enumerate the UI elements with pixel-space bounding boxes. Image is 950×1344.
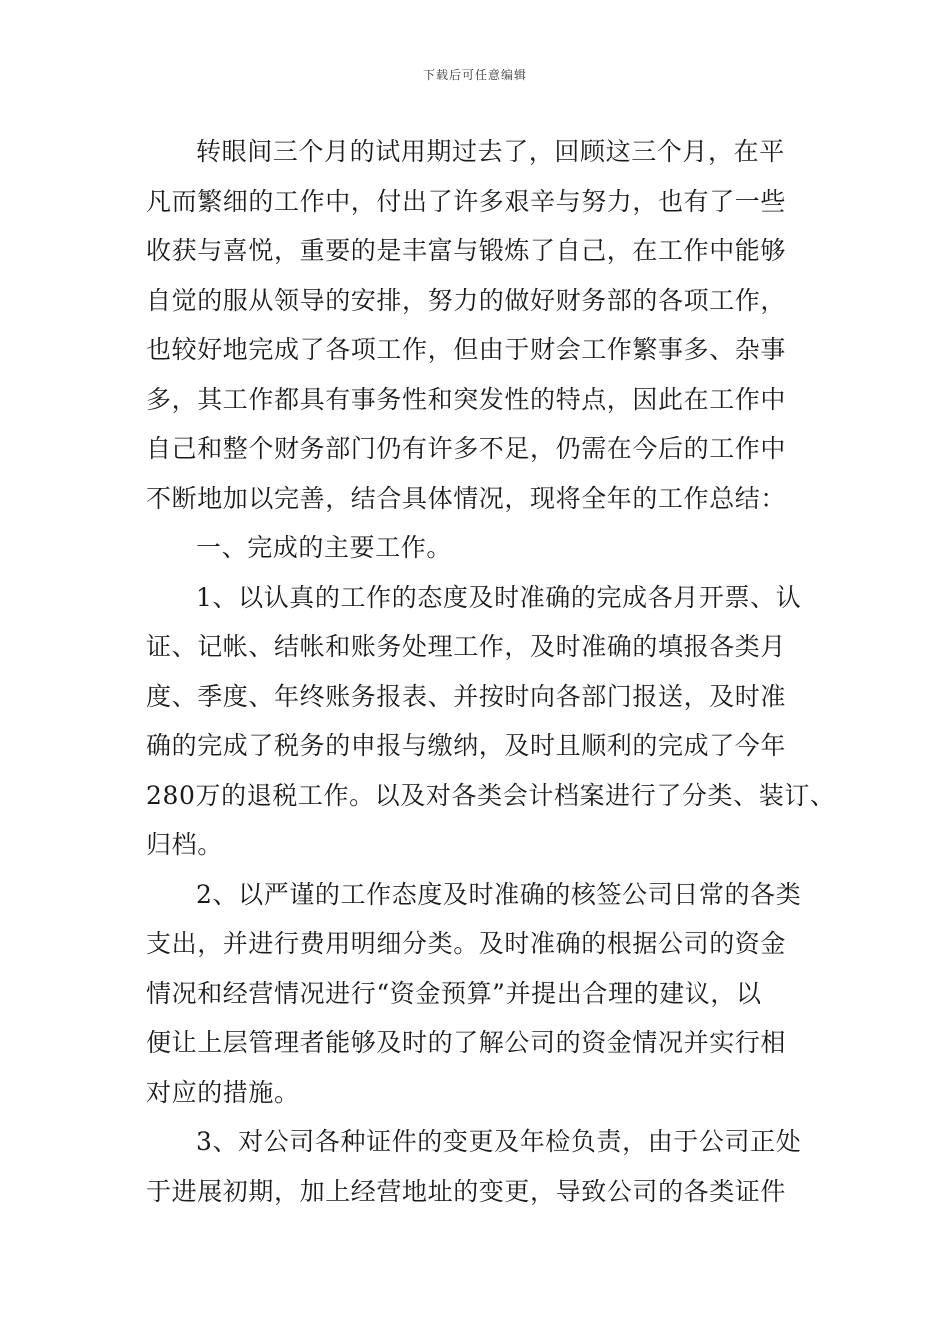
page-header: 下载后可任意编辑	[422, 68, 527, 82]
item-3-paragraph	[146, 1117, 810, 1216]
item-1-paragraph	[146, 573, 836, 870]
text-line: 情况和经营情况进行“资金预算”并提出合理的建议，以	[146, 978, 762, 1008]
text-line: 2、以严谨的工作态度及时准确的核签公司日常的各类	[196, 879, 802, 909]
text-line: 也较好地完成了各项工作，但由于财会工作繁事多、杂事	[146, 335, 787, 364]
section-heading	[146, 523, 810, 573]
text-line: 支出，并进行费用明细分类。及时准确的根据公司的资金	[146, 929, 787, 958]
text-line: 归档。	[146, 830, 223, 859]
text-line: 收获与喜悦，重要的是丰富与锻炼了自己，在工作中能够	[146, 236, 787, 265]
text-line: 便让上层管理者能够及时的了解公司的资金情况并实行相	[146, 1028, 787, 1057]
text-line: 多，其工作都具有事务性和突发性的特点，因此在工作中	[146, 384, 787, 414]
text-line: 3、对公司各种证件的变更及年检负责，由于公司正处	[196, 1127, 802, 1156]
document-body	[146, 127, 836, 1216]
text-line: 自己和整个财务部门仍有许多不足，仍需在今后的工作中	[146, 434, 787, 463]
text-line: 转眼间三个月的试用期过去了，回顾这三个月，在平	[196, 137, 785, 166]
item-2-paragraph	[146, 870, 810, 1118]
text-line: 对应的措施。	[146, 1077, 300, 1107]
intro-paragraph	[146, 127, 810, 523]
text-line: 280万的退税工作。以及对各类会计档案进行了分类、装订、	[146, 780, 836, 810]
text-line: 不断地加以完善，结合具体情况，现将全年的工作总结：	[146, 483, 787, 513]
text-line: 证、记帐、结帐和账务处理工作，及时准确的填报各类月	[146, 632, 787, 661]
text-line: 于进展初期，加上经营地址的变更，导致公司的各类证件	[146, 1176, 787, 1206]
text-line: 1、以认真的工作的态度及时准确的完成各月开票、认	[196, 582, 802, 612]
text-line: 自觉的服从领导的安排，努力的做好财务部的各项工作，	[146, 285, 787, 315]
text-line: 一、完成的主要工作。	[196, 533, 453, 562]
text-line: 度、季度、年终账务报表、并按时向各部门报送，及时准	[146, 681, 787, 711]
text-line: 凡而繁细的工作中，付出了许多艰辛与努力，也有了一些	[146, 186, 787, 216]
text-line: 确的完成了税务的申报与缴纳，及时且顺利的完成了今年	[146, 731, 787, 760]
